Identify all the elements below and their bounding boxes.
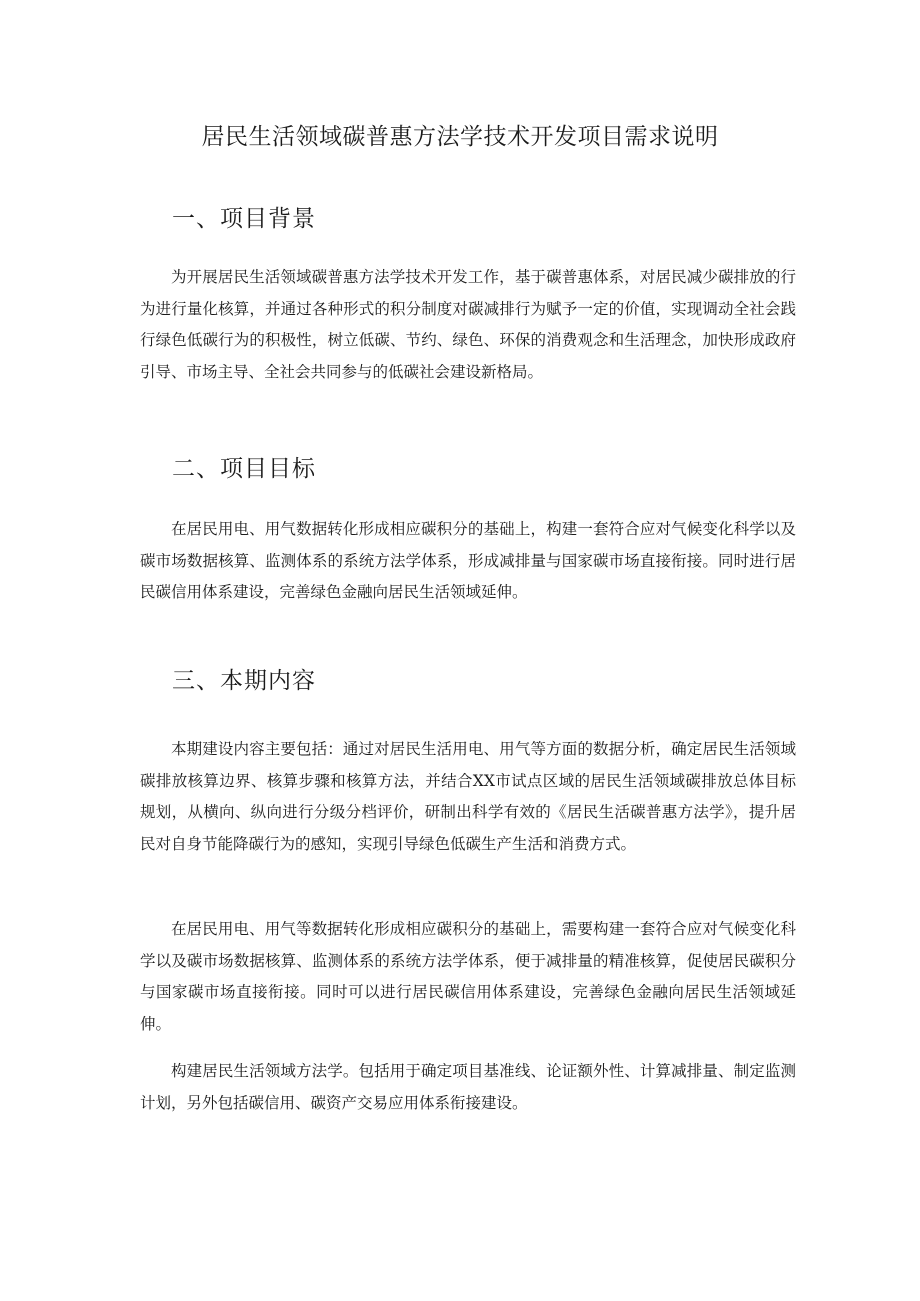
section-heading-scope: 三、本期内容 [172, 668, 316, 694]
objectives-paragraph: 在居民用电、用气数据转化形成相应碳积分的基础上，构建一套符合应对气候变化科学以及碳市场数据核算、监测体系的系统方法学体系，形成减排量与国家碳市场直接衔接。同时进行居民碳信用体系建设，完善绿色金融向居民生活领域延伸。 [140, 520, 796, 602]
background-paragraph: 为开展居民生活领域碳普惠方法学技术开发工作，基于碳普惠体系，对居民减少碳排放的行为进行量化核算，并通过各种形式的积分制度对碳减排行为赋予一定的价值，实现调动全社会践行绿色低碳行为的积极性，树立低碳、节约、绿色、环保的消费观念和生活理念，加快形成政府引导、市场主导、全社会共同参与的低碳社会建设新格局。 [140, 268, 796, 381]
scope-paragraph-3: 构建居民生活领域方法学。包括用于确定项目基准线、论证额外性、计算减排量、制定监测计划，另外包括碳信用、碳资产交易应用体系衔接建设。 [140, 1062, 796, 1112]
section-heading-objectives: 二、项目目标 [172, 456, 316, 482]
document-title: 居民生活领域碳普惠方法学技术开发项目需求说明 [201, 124, 719, 150]
scope-paragraph-1: 本期建设内容主要包括：通过对居民生活用电、用气等方面的数据分析，确定居民生活领域碳排放核算边界、核算步骤和核算方法，并结合XX市试点区域的居民生活领域碳排放总体目标规划，从横向、纵向进行分级分档评价，研制出科学有效的《居民生活碳普惠方法学》，提升居民对自身节能降碳行为的感知，实现引导绿色低碳生产生活和消费方式。 [140, 740, 796, 853]
scope-paragraph-2: 在居民用电、用气等数据转化形成相应碳积分的基础上，需要构建一套符合应对气候变化科学以及碳市场数据核算、监测体系的系统方法学体系，便于减排量的精准核算，促使居民碳积分与国家碳市场直接衔接。同时可以进行居民碳信用体系建设，完善绿色金融向居民生活领域延伸。 [140, 920, 796, 1033]
section-heading-background: 一、项目背景 [172, 206, 316, 232]
